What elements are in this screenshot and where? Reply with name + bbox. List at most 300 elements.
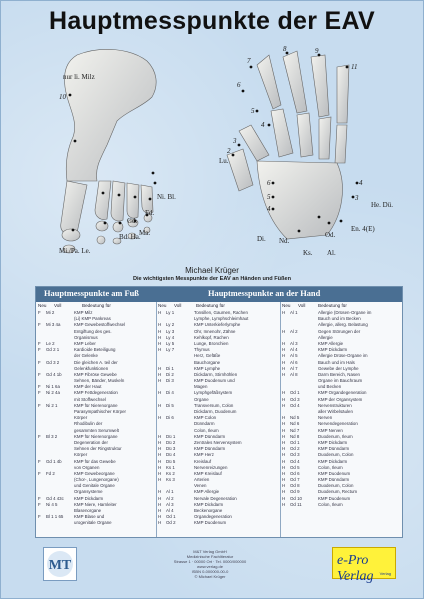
cell-voll: Gd 4 1b (46, 371, 62, 377)
cell-bedeutung: Sehnen, Bänder, Muskeln (74, 378, 125, 384)
cell-neu: F (38, 359, 41, 365)
hand-skeleton (227, 51, 349, 239)
foot-label-bd-ha: Bd. Ha. (119, 233, 141, 241)
foot-table-header: Hauptmesspunkte am Fuß (44, 289, 139, 298)
cell-neu: H (282, 310, 286, 315)
col-voll-foot: Voll (54, 303, 62, 308)
cell-voll: Al 3 (166, 501, 174, 507)
cell-voll: Gd 4 43c (46, 495, 64, 501)
cell-neu: H (158, 501, 162, 507)
col-bedeutung-hand: Bedeutung für (196, 303, 225, 308)
cell-bedeutung: Herz, Gefäße (194, 353, 221, 359)
cell-neu: H (158, 390, 162, 396)
cell-bedeutung: Duodenum, Colon (318, 483, 354, 489)
cell-voll: Di 5 (166, 402, 174, 408)
svg-text:6: 6 (237, 81, 241, 89)
cell-neu: H (158, 470, 162, 476)
anatomy-illustration (7, 45, 419, 257)
cell-bedeutung: KMP für Nierenorgane (74, 402, 118, 408)
foot-hand-skeleton-drawing (7, 45, 419, 257)
cell-bedeutung: Gegen Störungen der (318, 328, 361, 334)
cell-voll: Al 3 (290, 340, 298, 346)
column-divider (280, 302, 281, 537)
foot-label-milz: nur li. Milz (63, 73, 95, 81)
publisher-line: www.verlag.de (196, 564, 223, 569)
foot-label-ma: Ma. (139, 229, 151, 237)
cell-voll: Od 11 (290, 501, 302, 507)
cell-neu: H (158, 452, 162, 458)
cell-neu: H (158, 365, 162, 371)
publisher-line: M&T Verlag GmbH (193, 549, 227, 554)
table-row (282, 502, 400, 508)
cell-neu: F (38, 310, 41, 315)
cell-voll: Ks 2 (166, 470, 175, 476)
cell-voll: Al 2 (166, 495, 174, 501)
cell-bedeutung: KMP Dickdarm (74, 495, 104, 501)
cell-bedeutung: Duodenum, Rectum (318, 489, 358, 495)
cell-voll: Le 2 (46, 340, 55, 346)
cell-bedeutung: urogenitale Organe (74, 520, 112, 526)
cell-bedeutung: Die gleichen A. teil der (74, 359, 118, 365)
cell-voll: Ni 2 4a (46, 390, 60, 396)
cell-neu: H (158, 328, 162, 334)
publisher-line: Strasse 1 · 00000 Ort · Tel. 0000/000000 (173, 559, 247, 564)
foot-rows (38, 310, 154, 527)
cell-bedeutung: KMP der Organsystem (318, 396, 363, 402)
cell-neu: H (158, 402, 162, 408)
cell-bedeutung: (Li) KMP Pankreas (74, 316, 111, 322)
svg-text:8: 8 (283, 45, 287, 53)
cell-voll: Ly 2 (166, 322, 175, 328)
cell-voll: Ni 2 1 (46, 402, 58, 408)
cell-neu: H (282, 477, 286, 483)
cell-voll: Ly 3 (166, 328, 175, 334)
cell-voll: Ni 1 6a (46, 384, 60, 390)
cell-neu: H (282, 359, 286, 365)
publisher-info (105, 549, 315, 579)
svg-text:5: 5 (251, 107, 255, 115)
hand-rows-2 (282, 310, 400, 508)
cell-bedeutung: Organe im Bauchraum (318, 378, 363, 384)
cell-neu: F (38, 495, 41, 501)
cell-voll: Ly 5 (166, 340, 175, 346)
svg-text:9: 9 (315, 47, 319, 55)
page-title: Hauptmesspunkte der EAV (49, 7, 375, 35)
table-header-bar (36, 287, 402, 302)
foot-label-ni-bl: Ni. Bl. (157, 193, 176, 201)
cell-bedeutung: KMP Lymphe (194, 365, 221, 371)
cell-bedeutung: Arterien (194, 477, 210, 483)
cell-neu: H (158, 439, 162, 445)
cell-bedeutung: Lymphgefäßsystem (194, 390, 233, 396)
cell-neu: F (38, 347, 41, 353)
cell-neu: F (38, 390, 41, 396)
cell-bedeutung: Thymus (194, 347, 210, 353)
cell-voll: Dü 2 (166, 439, 176, 445)
cell-bedeutung: Lunge, Bronchien (194, 340, 229, 346)
cell-neu: H (158, 508, 162, 513)
cell-bedeutung: Transversum, Colon (194, 402, 234, 408)
cell-bedeutung: KMP Niere, Harnleiter (74, 501, 117, 507)
cell-bedeutung: Allergie, allerg. Belastung (318, 322, 368, 328)
cell-bedeutung: Parasympathischer Körper (74, 409, 126, 414)
column-divider (156, 302, 157, 537)
cell-voll: Gd 3 2 (46, 359, 60, 365)
cell-bedeutung: Körper (74, 415, 88, 421)
hand-label-he-du: He. Dü. (371, 201, 393, 209)
table-row (158, 520, 278, 526)
cell-bedeutung: KMP der Haut (74, 384, 102, 390)
cell-bedeutung: Colon, Ileum (318, 464, 343, 470)
cell-neu: H (158, 433, 162, 439)
cell-bedeutung: KMP Duodenum und (194, 378, 235, 384)
cell-bedeutung: Lymphe, Lymphschleimhaut (194, 316, 249, 322)
cell-bedeutung: Kardioide Beteiligung (74, 347, 116, 353)
cell-neu: F (38, 470, 41, 476)
cell-neu: H (282, 371, 286, 377)
cell-voll: Al 8 (290, 371, 298, 377)
svg-text:4: 4 (261, 121, 265, 129)
mt-logo-text: MT (48, 558, 72, 573)
cell-neu: F (38, 384, 41, 390)
cell-neu: H (282, 396, 286, 402)
cell-neu: H (158, 371, 162, 377)
cell-voll: Ly 4 (166, 334, 175, 340)
foot-label-fd: Fd. (145, 209, 155, 217)
measure-points-table (35, 286, 403, 538)
cell-neu: H (158, 340, 162, 346)
cell-neu: H (282, 470, 286, 476)
cell-neu: H (282, 464, 286, 470)
cell-voll: Nd 7 (290, 427, 300, 433)
cell-voll: Bl 1 1 65 (46, 514, 64, 520)
cell-bedeutung: KMP Dünndarm (318, 477, 350, 483)
cell-neu: H (282, 347, 286, 353)
cell-voll: Di 6 (166, 415, 174, 421)
cell-bedeutung: Venen (194, 483, 207, 489)
cell-neu: H (158, 378, 162, 384)
publisher-line: Medizinische Fachliteratur (186, 554, 234, 559)
cell-bedeutung: KMP für das Gewebe (74, 458, 116, 464)
cell-voll: Od 4 (290, 458, 300, 464)
cell-bedeutung: KMP Allergie (318, 340, 344, 346)
cell-bedeutung: Degeneration der (74, 439, 108, 445)
cell-voll: Dü 1 (166, 433, 176, 439)
cell-voll: Ni 4 5 (46, 501, 58, 507)
cell-bedeutung: KMP Dünndarm (318, 446, 350, 452)
cell-bedeutung: Dickdarm, Stirnhöhlen (194, 371, 238, 377)
cell-bedeutung: von Organen (74, 464, 100, 470)
cell-voll: Gd 2 1 (46, 347, 60, 353)
cell-neu: H (282, 390, 286, 396)
cell-voll: Od 3 (290, 396, 300, 402)
cell-voll: Od 4 (290, 402, 300, 408)
cell-bedeutung: Allergie Drüse-Organe im (318, 353, 368, 359)
publisher-line: ISBN 0-000000-00-0 (191, 569, 229, 574)
cell-bedeutung: Blasenorgane (74, 508, 102, 513)
cell-bedeutung: und Genitale Organe (74, 483, 115, 489)
cell-voll: Od 1 (166, 514, 176, 520)
col-neu-hand: Neu (158, 303, 167, 308)
cell-voll: Al 4 (166, 508, 174, 513)
cell-voll: Od 1 (290, 439, 300, 445)
hand-label-od: Od. (325, 231, 336, 239)
cell-bedeutung: Duodenum, Ileum (318, 433, 353, 439)
cell-voll: Od 8 (290, 483, 300, 489)
svg-text:11: 11 (351, 63, 358, 71)
cell-voll: Dü 5 (166, 458, 176, 464)
col-neu-foot: Neu (38, 303, 47, 308)
cell-neu: H (282, 452, 286, 458)
cell-voll: Al 1 (166, 489, 174, 495)
cell-bedeutung: KMP Duodenum (318, 495, 351, 501)
hand-label-al: Al. (327, 249, 336, 257)
cell-bedeutung: KMP Unterkieferlymphe (194, 322, 241, 328)
cell-voll: Ks 3 (166, 477, 175, 483)
cell-bedeutung: KMP Kreislauf (194, 470, 222, 476)
cell-voll: Bl 3 2 (46, 433, 58, 439)
cell-bedeutung: Beckenorgane (194, 508, 223, 513)
cell-voll: Od 10 (290, 495, 302, 501)
cell-neu: H (158, 520, 162, 526)
svg-text:4: 4 (267, 205, 271, 213)
col-bedeutung-hand2: Bedeutung für (318, 303, 347, 308)
cell-voll: Od 9 (290, 489, 300, 495)
cell-bedeutung: KMP Dickdarm (318, 458, 348, 464)
cell-neu: F (38, 402, 41, 408)
svg-text:4: 4 (359, 179, 363, 187)
cell-bedeutung: KMP Herz (194, 452, 214, 458)
cell-bedeutung: Ohr, Innenohr, Zähne (194, 328, 236, 334)
svg-text:2: 2 (227, 147, 231, 155)
cell-neu: H (282, 328, 286, 334)
cell-bedeutung: Tonsillen, Gaumen, Rachen (194, 310, 248, 315)
cell-bedeutung: KMP Duodenum (194, 520, 227, 526)
hand-table-header: Hauptmesspunkte an der Hand (208, 289, 321, 298)
cell-bedeutung: KMP Dünndarm (194, 433, 226, 439)
cell-bedeutung: Rhodibulin der (74, 421, 103, 427)
cell-bedeutung: gesammten Serumwelt (74, 427, 119, 433)
cell-neu: H (282, 501, 286, 507)
cell-voll: Di 3 (166, 378, 174, 384)
cell-neu: H (158, 464, 162, 470)
cell-neu: H (282, 495, 286, 501)
svg-text:7: 7 (247, 57, 251, 65)
foot-label-gd: Gd. (127, 217, 138, 225)
cell-bedeutung: KMP Dickdarm (194, 501, 224, 507)
cell-voll: Mi 2 (46, 310, 55, 315)
hand-label-ks: Ks. (303, 249, 313, 257)
cell-voll: Gd 1 4b (46, 458, 62, 464)
cell-bedeutung: Bauch und im Hals (318, 359, 355, 365)
cell-bedeutung: Darm Bereich, Nasen (318, 371, 360, 377)
hand-label-en: En. 4(E) (351, 225, 375, 233)
cell-neu: H (282, 427, 286, 433)
cell-bedeutung: KMP Nerven (318, 427, 343, 433)
cell-bedeutung: KMP Blase und (74, 514, 105, 520)
publisher-line: © Michael Krüger (194, 574, 226, 579)
cell-neu: F (38, 371, 41, 377)
cell-bedeutung: Allergie (318, 334, 333, 340)
cell-voll: Di 1 (166, 365, 174, 371)
cell-bedeutung: Magen (194, 384, 208, 390)
cell-bedeutung: Nervenstrukturen (318, 402, 352, 408)
cell-bedeutung: Colon, Ileum (318, 501, 343, 507)
cell-bedeutung: Kreislauf (194, 458, 212, 464)
cell-bedeutung: Sehnen der Ringstruktur (74, 446, 122, 452)
cell-neu: F (38, 340, 41, 346)
svg-text:3: 3 (233, 137, 237, 145)
cell-voll: Fd 2 (46, 470, 55, 476)
cell-neu: F (38, 433, 41, 439)
cell-bedeutung: der Gelenke (74, 353, 98, 359)
cell-neu: H (282, 365, 286, 371)
cell-bedeutung: mit Stoffwechsel (74, 396, 106, 402)
cell-neu: H (158, 514, 162, 520)
cell-neu: H (282, 353, 286, 359)
cell-bedeutung: Colon, Ileum (194, 427, 219, 433)
cell-neu: H (158, 310, 162, 315)
col-bedeutung-foot: Bedeutung für (82, 303, 111, 308)
cell-bedeutung: Bauch und im Becken (318, 316, 361, 322)
cell-voll: Ks 1 (166, 464, 175, 470)
cell-neu: H (282, 439, 286, 445)
col-voll-hand: Voll (174, 303, 182, 308)
cell-bedeutung: Organismus (74, 334, 98, 340)
cell-bedeutung: Entgiftung des ges. (74, 328, 112, 334)
cell-voll: Dü 4 (166, 452, 176, 458)
cell-neu: H (282, 458, 286, 464)
cell-voll: Ly 7 (166, 347, 175, 353)
cell-bedeutung: KMP Organdegeneration (318, 390, 367, 396)
cell-voll: Od 6 (290, 470, 300, 476)
cell-neu: H (158, 347, 162, 353)
cell-bedeutung: Bauchorgane (194, 359, 221, 365)
cell-bedeutung: Duodenum, Colon (318, 452, 354, 458)
hand-rows (158, 310, 278, 527)
cell-bedeutung: Körper (74, 452, 88, 458)
cell-bedeutung: Dickdarm, Duodenum (194, 409, 237, 414)
cell-voll: Al 6 (290, 359, 298, 365)
cell-bedeutung: KMP Duodenum (318, 470, 351, 476)
cell-neu: H (158, 334, 162, 340)
cell-bedeutung: KMP Dickdarm (318, 347, 348, 353)
cell-bedeutung: KMP für Nierenorgane (74, 433, 118, 439)
cell-voll: Od 2 (290, 446, 300, 452)
cell-neu: H (158, 322, 162, 328)
cell-neu: F (38, 322, 41, 328)
cell-voll: Od 3 (290, 452, 300, 458)
cell-voll: Nd 5 (290, 415, 300, 421)
cell-bedeutung: Zentrales Nervensystem (194, 439, 242, 445)
cell-bedeutung: aller Wirbelsäulen (318, 409, 353, 414)
hand-label-di: Di. (257, 235, 266, 243)
cell-neu: F (38, 501, 41, 507)
cell-voll: Al 2 (290, 328, 298, 334)
cell-bedeutung: (Chor-, Lungenorgane) (74, 477, 119, 483)
cell-neu: H (282, 446, 286, 452)
cell-bedeutung: KMP Colon (194, 415, 217, 421)
cell-voll: Di 4 (166, 390, 174, 396)
svg-text:5: 5 (267, 193, 271, 201)
svg-text:3: 3 (355, 194, 359, 202)
cell-bedeutung: Kehlkopf, Rachen (194, 334, 229, 340)
cell-bedeutung: Dünndarm (194, 421, 215, 427)
hand-label-lu: Lu. (219, 157, 229, 165)
cell-voll: Od 2 (166, 520, 176, 526)
mt-logo (43, 547, 77, 581)
cell-bedeutung: KMP Dickdarm (318, 439, 348, 445)
epv-logo-text: e-Pro Verlag (337, 553, 374, 584)
foot-num: 10 (59, 93, 66, 101)
cell-voll: Al 7 (290, 365, 298, 371)
cell-voll: Nd 8 (290, 433, 300, 439)
cell-bedeutung: KMP Milz (74, 310, 93, 315)
cell-bedeutung: Allergie (Drüsen-Organe im (318, 310, 372, 315)
cell-bedeutung: Organsysteme (74, 489, 103, 495)
cell-bedeutung: KMP Leber (74, 340, 96, 346)
cell-neu: H (282, 489, 286, 495)
cell-neu: H (282, 433, 286, 439)
cell-voll: Od 1 (290, 390, 300, 396)
cell-neu: H (282, 421, 286, 427)
cell-voll: Od 7 (290, 477, 300, 483)
cell-voll: Od 5 (290, 464, 300, 470)
cell-bedeutung: KMP Allergie (194, 489, 220, 495)
cell-neu: H (282, 402, 286, 408)
cell-neu: F (38, 458, 41, 464)
cell-bedeutung: Organdegeneration (194, 514, 232, 520)
cell-voll: Ly 1 (166, 310, 175, 315)
col-neu-hand2: Neu (282, 303, 291, 308)
cell-voll: Di 2 (166, 371, 174, 377)
hand-label-nd: Nd. (279, 237, 290, 245)
svg-text:6: 6 (267, 179, 271, 187)
cell-voll: Nd 6 (290, 421, 300, 427)
epv-logo-sub: Verlag (379, 571, 391, 576)
cell-bedeutung: KMP Fettdegeneration (74, 390, 118, 396)
cell-bedeutung: Nerven (318, 415, 333, 421)
epv-logo (332, 547, 396, 584)
cell-neu: H (158, 477, 162, 483)
foot-label-mi-pa-le: Mi./Pa. Le. (59, 247, 91, 255)
cell-bedeutung: KMP Gewebestoffwechsel (74, 322, 126, 328)
cell-voll: Al 1 (290, 310, 298, 315)
cell-neu: H (158, 495, 162, 501)
cell-voll: Al 4 (290, 347, 298, 353)
table-row (38, 520, 154, 526)
cell-bedeutung: KMP Gewebeorgane (74, 470, 115, 476)
cell-neu: H (282, 483, 286, 489)
cell-voll: Al 5 (290, 353, 298, 359)
cell-neu: H (158, 458, 162, 464)
author-name: Michael Krüger (185, 266, 239, 275)
cell-bedeutung: Gewebe der Lymphe (318, 365, 359, 371)
cell-neu: F (38, 514, 41, 520)
cell-neu: H (282, 415, 286, 421)
cell-neu: H (158, 446, 162, 452)
cell-bedeutung: Nervale Degeneration (194, 495, 237, 501)
cell-bedeutung: Gelenkfunktionen (74, 365, 109, 371)
cell-bedeutung: KMP Dünndarm (194, 446, 226, 452)
cell-voll: Mi 3 4a (46, 322, 61, 328)
cell-bedeutung: Nervendegeneration (318, 421, 358, 427)
cell-bedeutung: Nervenreizungen (194, 464, 228, 470)
cell-bedeutung: KMP Fibröse Gewebe (74, 371, 117, 377)
cell-neu: H (282, 340, 286, 346)
cell-bedeutung: Organe (194, 396, 209, 402)
col-voll-hand2: Voll (298, 303, 306, 308)
